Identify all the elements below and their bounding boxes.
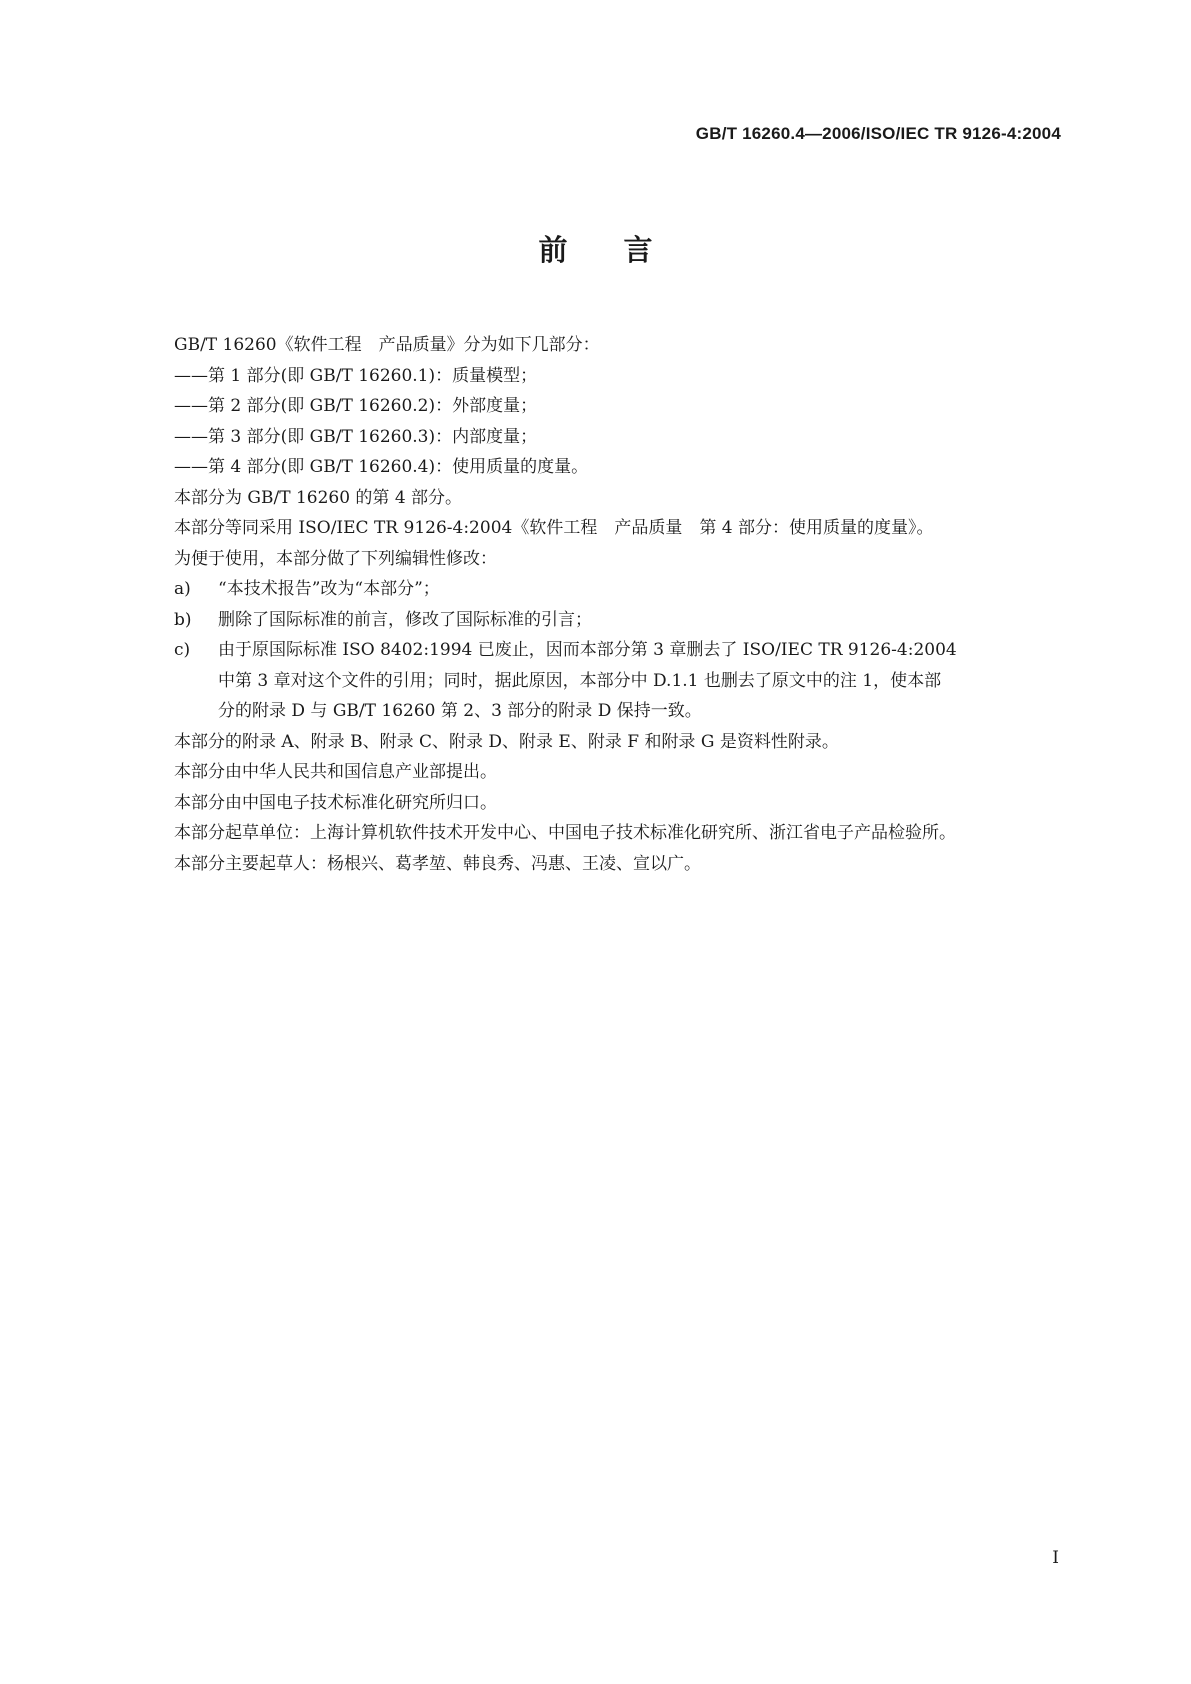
edit-item-b: [132, 605, 1062, 636]
list-marker: a): [174, 579, 191, 599]
annexes-paragraph: 本部分的附录 A、附录 B、附录 C、附录 D、附录 E、附录 F 和附录 G 是资料性附录。: [174, 731, 839, 752]
part-item-1: ——第 1 部分(即 GB/T 16260.1)：质量模型；: [174, 365, 538, 386]
list-item-text: “本技术报告”改为“本部分”；: [218, 579, 440, 599]
standard-code-header: GB/T 16260.4—2006/ISO/IEC TR 9126-4:2004: [695, 124, 1061, 143]
this-part-paragraph: 本部分为 GB/T 16260 的第 4 部分。: [174, 487, 463, 508]
page-title: 前言: [538, 233, 709, 267]
centralized-by-paragraph: 本部分由中国电子技术标准化研究所归口。: [174, 792, 497, 813]
edit-item-a: [132, 574, 1062, 605]
list-item-text: 由于原国际标准 ISO 8402:1994 已废止，因而本部分第 3 章删去了 ISO/IEC TR 9126-4:2004: [218, 640, 957, 660]
list-item-text: 分的附录 D 与 GB/T 16260 第 2、3 部分的附录 D 保持一致。: [218, 701, 702, 721]
part-item-4: ——第 4 部分(即 GB/T 16260.4)：使用质量的度量。: [174, 457, 589, 477]
list-item-text: 中第 3 章对这个文件的引用；同时，据此原因，本部分中 D.1.1 也删去了原文中的注 1，使本部: [218, 670, 942, 691]
page-number: I: [1052, 1548, 1059, 1568]
proposed-by-paragraph: 本部分由中华人民共和国信息产业部提出。: [174, 762, 497, 782]
part-item-2: ——第 2 部分(即 GB/T 16260.2)：外部度量；: [174, 396, 538, 416]
edits-intro-paragraph: 为便于使用，本部分做了下列编辑性修改：: [174, 548, 497, 569]
list-item-text: 删除了国际标准的前言，修改了国际标准的引言；: [218, 609, 592, 630]
list-marker: c): [174, 640, 191, 660]
drafters-paragraph: 本部分主要起草人：杨根兴、葛孝堃、韩良秀、冯惠、王凌、宣以广。: [174, 853, 701, 874]
adoption-paragraph: 本部分等同采用 ISO/IEC TR 9126-4:2004《软件工程 产品质量 第 4 部分：使用质量的度量》。: [174, 518, 934, 538]
part-item-3: ——第 3 部分(即 GB/T 16260.3)：内部度量；: [174, 426, 538, 447]
list-marker: b): [174, 609, 192, 630]
drafting-units-paragraph: 本部分起草单位：上海计算机软件技术开发中心、中国电子技术标准化研究所、浙江省电子产品检验所。: [174, 823, 956, 843]
edit-item-c: [132, 635, 1062, 727]
intro-paragraph: GB/T 16260《软件工程 产品质量》分为如下几部分：: [174, 335, 600, 355]
foreword-body: [132, 330, 1062, 879]
